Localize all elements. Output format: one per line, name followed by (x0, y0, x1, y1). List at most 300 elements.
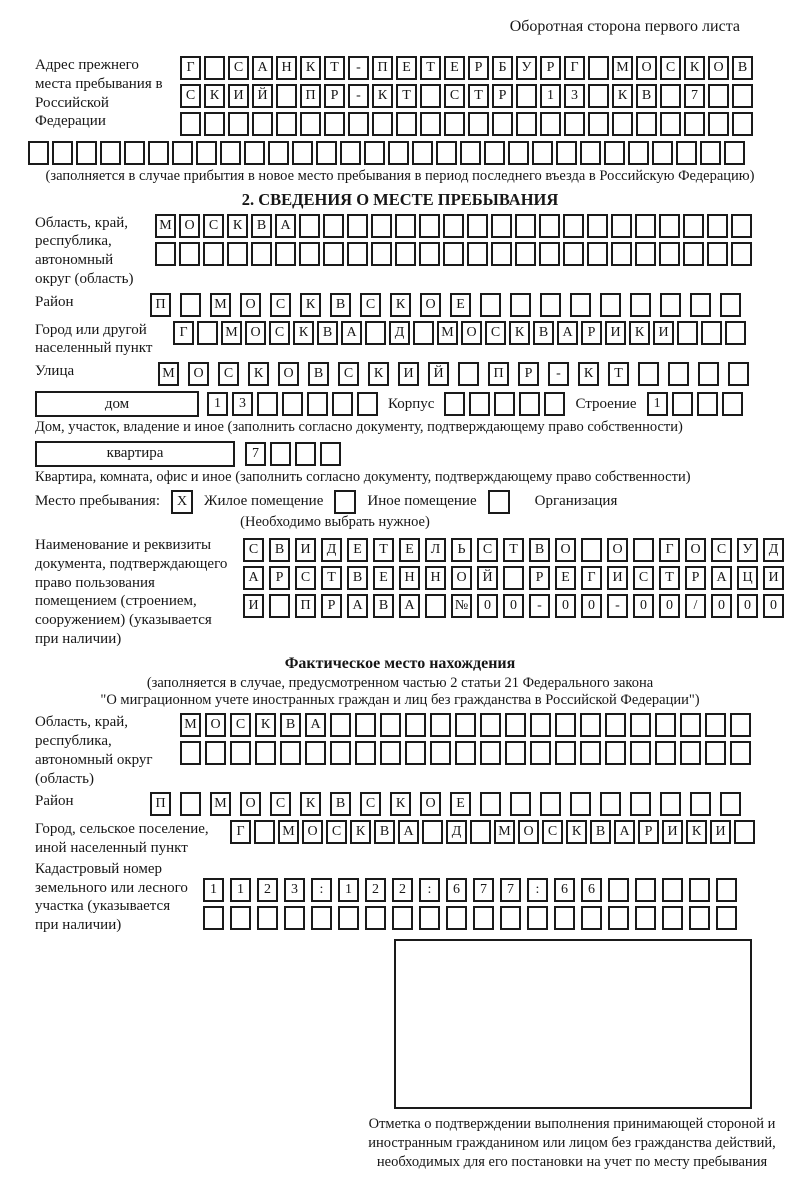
char-cell[interactable] (540, 792, 561, 816)
char-cell[interactable]: О (179, 214, 200, 238)
char-cell[interactable] (716, 906, 737, 930)
char-cell[interactable]: № (451, 594, 472, 618)
char-cell[interactable] (268, 141, 289, 165)
char-cell[interactable]: Д (321, 538, 342, 562)
char-cell[interactable] (270, 442, 291, 466)
char-cell[interactable] (689, 906, 710, 930)
char-cell[interactable] (494, 392, 515, 416)
char-cell[interactable] (460, 141, 481, 165)
char-cell[interactable] (204, 56, 225, 80)
char-cell[interactable]: Р (269, 566, 290, 590)
char-cell[interactable] (276, 84, 297, 108)
char-cell[interactable]: О (205, 713, 226, 737)
char-cell[interactable]: О (188, 362, 209, 386)
char-cell[interactable] (605, 713, 626, 737)
char-cell[interactable]: Т (396, 84, 417, 108)
char-cell[interactable]: Т (324, 56, 345, 80)
char-cell[interactable] (563, 242, 584, 266)
char-cell[interactable] (330, 713, 351, 737)
char-cell[interactable]: 1 (203, 878, 224, 902)
char-cell[interactable]: Т (420, 56, 441, 80)
char-cell[interactable] (300, 112, 321, 136)
char-cell[interactable]: И (398, 362, 419, 386)
char-cell[interactable] (100, 141, 121, 165)
char-cell[interactable] (395, 214, 416, 238)
char-cell[interactable]: О (555, 538, 576, 562)
char-cell[interactable] (635, 214, 656, 238)
char-cell[interactable]: 2 (392, 878, 413, 902)
char-cell[interactable]: Т (468, 84, 489, 108)
char-cell[interactable] (516, 84, 537, 108)
char-cell[interactable] (347, 242, 368, 266)
char-cell[interactable] (468, 112, 489, 136)
char-cell[interactable] (420, 84, 441, 108)
char-cell[interactable] (227, 242, 248, 266)
char-cell[interactable] (52, 141, 73, 165)
char-cell[interactable]: В (269, 538, 290, 562)
char-cell[interactable]: Б (492, 56, 513, 80)
char-cell[interactable] (659, 214, 680, 238)
char-cell[interactable] (480, 713, 501, 737)
char-cell[interactable] (660, 792, 681, 816)
char-cell[interactable] (554, 906, 575, 930)
char-cell[interactable]: П (300, 84, 321, 108)
char-cell[interactable]: М (278, 820, 299, 844)
char-cell[interactable]: В (317, 321, 338, 345)
char-cell[interactable] (611, 242, 632, 266)
char-cell[interactable]: 0 (659, 594, 680, 618)
char-cell[interactable] (436, 141, 457, 165)
char-cell[interactable] (355, 713, 376, 737)
char-cell[interactable]: П (372, 56, 393, 80)
char-cell[interactable] (580, 713, 601, 737)
char-cell[interactable]: Д (763, 538, 784, 562)
char-cell[interactable] (556, 141, 577, 165)
char-cell[interactable]: В (590, 820, 611, 844)
char-cell[interactable]: А (711, 566, 732, 590)
char-cell[interactable] (672, 392, 693, 416)
char-cell[interactable]: А (275, 214, 296, 238)
char-cell[interactable] (720, 792, 741, 816)
char-cell[interactable] (155, 242, 176, 266)
char-cell[interactable]: 1 (338, 878, 359, 902)
char-cell[interactable]: С (243, 538, 264, 562)
char-cell[interactable] (676, 141, 697, 165)
char-cell[interactable] (660, 293, 681, 317)
char-cell[interactable]: : (311, 878, 332, 902)
char-cell[interactable] (203, 242, 224, 266)
char-cell[interactable]: С (269, 321, 290, 345)
char-cell[interactable] (446, 906, 467, 930)
char-cell[interactable] (630, 792, 651, 816)
char-cell[interactable] (203, 906, 224, 930)
char-cell[interactable]: К (578, 362, 599, 386)
char-cell[interactable] (724, 141, 745, 165)
char-cell[interactable] (587, 242, 608, 266)
char-cell[interactable] (230, 741, 251, 765)
char-cell[interactable] (299, 214, 320, 238)
char-cell[interactable] (443, 214, 464, 238)
char-cell[interactable] (608, 906, 629, 930)
char-cell[interactable]: 0 (711, 594, 732, 618)
char-cell[interactable]: М (437, 321, 458, 345)
char-cell[interactable] (480, 293, 501, 317)
char-cell[interactable]: Е (347, 538, 368, 562)
char-cell[interactable] (180, 112, 201, 136)
char-cell[interactable] (638, 362, 659, 386)
char-cell[interactable] (419, 242, 440, 266)
char-cell[interactable] (731, 214, 752, 238)
char-cell[interactable] (284, 906, 305, 930)
char-cell[interactable]: Й (252, 84, 273, 108)
char-cell[interactable] (555, 741, 576, 765)
char-cell[interactable] (405, 713, 426, 737)
char-cell[interactable]: 1 (540, 84, 561, 108)
char-cell[interactable]: Р (324, 84, 345, 108)
char-cell[interactable]: 6 (581, 878, 602, 902)
char-cell[interactable] (652, 141, 673, 165)
char-cell[interactable]: С (542, 820, 563, 844)
char-cell[interactable]: О (685, 538, 706, 562)
char-cell[interactable] (705, 713, 726, 737)
char-cell[interactable]: 0 (555, 594, 576, 618)
char-cell[interactable] (372, 112, 393, 136)
char-cell[interactable]: Т (373, 538, 394, 562)
char-cell[interactable] (443, 242, 464, 266)
char-cell[interactable]: С (326, 820, 347, 844)
char-cell[interactable] (734, 820, 755, 844)
char-cell[interactable] (720, 293, 741, 317)
char-cell[interactable]: И (228, 84, 249, 108)
char-cell[interactable]: Й (428, 362, 449, 386)
char-cell[interactable]: К (629, 321, 650, 345)
char-cell[interactable]: Г (230, 820, 251, 844)
char-cell[interactable] (467, 242, 488, 266)
char-cell[interactable] (444, 112, 465, 136)
char-cell[interactable]: М (210, 293, 231, 317)
char-cell[interactable] (732, 112, 753, 136)
char-cell[interactable] (539, 242, 560, 266)
char-cell[interactable] (604, 141, 625, 165)
char-cell[interactable] (323, 242, 344, 266)
char-cell[interactable] (458, 362, 479, 386)
char-cell[interactable]: Т (321, 566, 342, 590)
char-cell[interactable] (257, 392, 278, 416)
char-cell[interactable] (347, 214, 368, 238)
char-cell[interactable] (701, 321, 722, 345)
char-cell[interactable] (307, 392, 328, 416)
char-cell[interactable] (480, 741, 501, 765)
char-cell[interactable]: В (373, 594, 394, 618)
char-cell[interactable] (519, 392, 540, 416)
char-cell[interactable]: В (280, 713, 301, 737)
char-cell[interactable] (503, 566, 524, 590)
char-cell[interactable] (252, 112, 273, 136)
char-cell[interactable]: Е (373, 566, 394, 590)
char-cell[interactable] (683, 242, 704, 266)
char-cell[interactable]: С (633, 566, 654, 590)
char-cell[interactable]: Е (444, 56, 465, 80)
char-cell[interactable]: / (685, 594, 706, 618)
char-cell[interactable] (530, 741, 551, 765)
char-cell[interactable]: Т (503, 538, 524, 562)
char-cell[interactable]: К (686, 820, 707, 844)
char-cell[interactable]: Р (518, 362, 539, 386)
char-cell[interactable]: П (150, 792, 171, 816)
char-cell[interactable]: Г (659, 538, 680, 562)
char-cell[interactable] (205, 741, 226, 765)
char-cell[interactable] (540, 293, 561, 317)
char-cell[interactable] (655, 741, 676, 765)
char-cell[interactable] (491, 242, 512, 266)
char-cell[interactable] (628, 141, 649, 165)
char-cell[interactable] (722, 392, 743, 416)
char-cell[interactable]: - (529, 594, 550, 618)
char-cell[interactable]: Н (276, 56, 297, 80)
char-cell[interactable]: В (636, 84, 657, 108)
char-cell[interactable]: А (341, 321, 362, 345)
char-cell[interactable] (491, 214, 512, 238)
char-cell[interactable] (698, 362, 719, 386)
dom-field-box[interactable]: дом (35, 391, 199, 417)
char-cell[interactable] (515, 242, 536, 266)
char-cell[interactable]: 7 (473, 878, 494, 902)
char-cell[interactable]: Ь (451, 538, 472, 562)
char-cell[interactable] (419, 906, 440, 930)
char-cell[interactable] (230, 906, 251, 930)
char-cell[interactable]: 1 (230, 878, 251, 902)
checkbox-zhiloe-pomeshchenie[interactable]: X (171, 490, 193, 514)
char-cell[interactable]: 2 (365, 878, 386, 902)
char-cell[interactable]: О (240, 293, 261, 317)
char-cell[interactable] (700, 141, 721, 165)
char-cell[interactable]: Й (477, 566, 498, 590)
char-cell[interactable]: О (636, 56, 657, 80)
char-cell[interactable]: И (295, 538, 316, 562)
char-cell[interactable]: М (158, 362, 179, 386)
char-cell[interactable] (690, 792, 711, 816)
char-cell[interactable] (705, 741, 726, 765)
char-cell[interactable]: П (295, 594, 316, 618)
char-cell[interactable] (76, 141, 97, 165)
char-cell[interactable] (635, 878, 656, 902)
char-cell[interactable]: А (398, 820, 419, 844)
char-cell[interactable] (419, 214, 440, 238)
char-cell[interactable] (371, 242, 392, 266)
char-cell[interactable]: 1 (647, 392, 668, 416)
char-cell[interactable] (269, 594, 290, 618)
char-cell[interactable]: С (711, 538, 732, 562)
char-cell[interactable] (197, 321, 218, 345)
char-cell[interactable]: К (248, 362, 269, 386)
char-cell[interactable] (148, 141, 169, 165)
char-cell[interactable] (251, 242, 272, 266)
char-cell[interactable] (510, 293, 531, 317)
char-cell[interactable] (539, 214, 560, 238)
char-cell[interactable] (220, 141, 241, 165)
char-cell[interactable] (500, 906, 521, 930)
char-cell[interactable] (228, 112, 249, 136)
char-cell[interactable]: К (612, 84, 633, 108)
char-cell[interactable]: К (300, 792, 321, 816)
char-cell[interactable] (395, 242, 416, 266)
char-cell[interactable] (444, 392, 465, 416)
char-cell[interactable]: М (221, 321, 242, 345)
char-cell[interactable] (455, 713, 476, 737)
char-cell[interactable]: П (488, 362, 509, 386)
char-cell[interactable] (275, 242, 296, 266)
char-cell[interactable] (683, 214, 704, 238)
char-cell[interactable]: К (300, 56, 321, 80)
char-cell[interactable] (420, 112, 441, 136)
checkbox-inoe-pomeshchenie[interactable] (334, 490, 356, 514)
char-cell[interactable]: О (461, 321, 482, 345)
char-cell[interactable] (357, 392, 378, 416)
char-cell[interactable]: М (210, 792, 231, 816)
char-cell[interactable]: Р (685, 566, 706, 590)
char-cell[interactable] (605, 741, 626, 765)
char-cell[interactable] (581, 906, 602, 930)
char-cell[interactable] (515, 214, 536, 238)
char-cell[interactable] (588, 84, 609, 108)
char-cell[interactable]: Р (492, 84, 513, 108)
char-cell[interactable] (611, 214, 632, 238)
char-cell[interactable]: С (295, 566, 316, 590)
char-cell[interactable] (570, 293, 591, 317)
char-cell[interactable] (532, 141, 553, 165)
char-cell[interactable]: Г (564, 56, 585, 80)
char-cell[interactable]: И (607, 566, 628, 590)
char-cell[interactable] (330, 741, 351, 765)
char-cell[interactable] (544, 392, 565, 416)
char-cell[interactable] (697, 392, 718, 416)
char-cell[interactable] (467, 214, 488, 238)
char-cell[interactable]: К (684, 56, 705, 80)
char-cell[interactable] (564, 112, 585, 136)
char-cell[interactable]: А (305, 713, 326, 737)
char-cell[interactable]: 0 (633, 594, 654, 618)
char-cell[interactable]: С (338, 362, 359, 386)
char-cell[interactable] (255, 741, 276, 765)
char-cell[interactable] (365, 321, 386, 345)
char-cell[interactable]: И (243, 594, 264, 618)
char-cell[interactable]: Д (389, 321, 410, 345)
char-cell[interactable] (580, 741, 601, 765)
char-cell[interactable] (355, 741, 376, 765)
char-cell[interactable]: С (270, 293, 291, 317)
char-cell[interactable]: Е (399, 538, 420, 562)
char-cell[interactable] (630, 293, 651, 317)
char-cell[interactable]: 0 (737, 594, 758, 618)
char-cell[interactable] (469, 392, 490, 416)
char-cell[interactable]: И (710, 820, 731, 844)
char-cell[interactable] (690, 293, 711, 317)
char-cell[interactable] (730, 713, 751, 737)
char-cell[interactable]: 3 (284, 878, 305, 902)
char-cell[interactable]: С (360, 792, 381, 816)
char-cell[interactable] (635, 906, 656, 930)
char-cell[interactable] (380, 741, 401, 765)
char-cell[interactable] (570, 792, 591, 816)
char-cell[interactable]: У (516, 56, 537, 80)
char-cell[interactable] (516, 112, 537, 136)
char-cell[interactable]: С (218, 362, 239, 386)
char-cell[interactable]: К (204, 84, 225, 108)
char-cell[interactable] (630, 741, 651, 765)
char-cell[interactable]: 7 (500, 878, 521, 902)
char-cell[interactable] (257, 906, 278, 930)
char-cell[interactable] (254, 820, 275, 844)
char-cell[interactable] (588, 56, 609, 80)
char-cell[interactable] (204, 112, 225, 136)
char-cell[interactable]: 0 (477, 594, 498, 618)
char-cell[interactable]: Р (468, 56, 489, 80)
char-cell[interactable]: В (330, 792, 351, 816)
char-cell[interactable]: М (612, 56, 633, 80)
char-cell[interactable]: К (368, 362, 389, 386)
char-cell[interactable] (280, 741, 301, 765)
char-cell[interactable]: 3 (232, 392, 253, 416)
char-cell[interactable]: Е (450, 293, 471, 317)
char-cell[interactable] (179, 242, 200, 266)
char-cell[interactable]: О (451, 566, 472, 590)
char-cell[interactable] (633, 538, 654, 562)
char-cell[interactable]: О (607, 538, 628, 562)
char-cell[interactable] (555, 713, 576, 737)
char-cell[interactable]: П (150, 293, 171, 317)
char-cell[interactable] (660, 112, 681, 136)
char-cell[interactable]: И (662, 820, 683, 844)
char-cell[interactable]: К (350, 820, 371, 844)
char-cell[interactable] (730, 741, 751, 765)
char-cell[interactable] (540, 112, 561, 136)
char-cell[interactable] (563, 214, 584, 238)
char-cell[interactable]: : (527, 878, 548, 902)
char-cell[interactable] (348, 112, 369, 136)
char-cell[interactable] (662, 878, 683, 902)
char-cell[interactable] (180, 741, 201, 765)
char-cell[interactable]: - (607, 594, 628, 618)
char-cell[interactable] (172, 141, 193, 165)
char-cell[interactable]: В (529, 538, 550, 562)
char-cell[interactable]: О (708, 56, 729, 80)
char-cell[interactable]: 7 (245, 442, 266, 466)
char-cell[interactable]: А (557, 321, 578, 345)
char-cell[interactable] (311, 906, 332, 930)
char-cell[interactable]: 2 (257, 878, 278, 902)
char-cell[interactable] (412, 141, 433, 165)
char-cell[interactable]: К (390, 293, 411, 317)
char-cell[interactable] (28, 141, 49, 165)
char-cell[interactable] (332, 392, 353, 416)
char-cell[interactable]: У (737, 538, 758, 562)
char-cell[interactable] (708, 84, 729, 108)
char-cell[interactable]: О (240, 792, 261, 816)
kvartira-field-box[interactable]: квартира (35, 441, 235, 467)
char-cell[interactable]: Р (638, 820, 659, 844)
char-cell[interactable]: Р (540, 56, 561, 80)
char-cell[interactable]: С (203, 214, 224, 238)
char-cell[interactable] (732, 84, 753, 108)
char-cell[interactable] (659, 242, 680, 266)
char-cell[interactable]: - (348, 84, 369, 108)
char-cell[interactable]: 0 (503, 594, 524, 618)
char-cell[interactable] (725, 321, 746, 345)
char-cell[interactable] (371, 214, 392, 238)
char-cell[interactable]: - (348, 56, 369, 80)
char-cell[interactable] (276, 112, 297, 136)
char-cell[interactable] (196, 141, 217, 165)
